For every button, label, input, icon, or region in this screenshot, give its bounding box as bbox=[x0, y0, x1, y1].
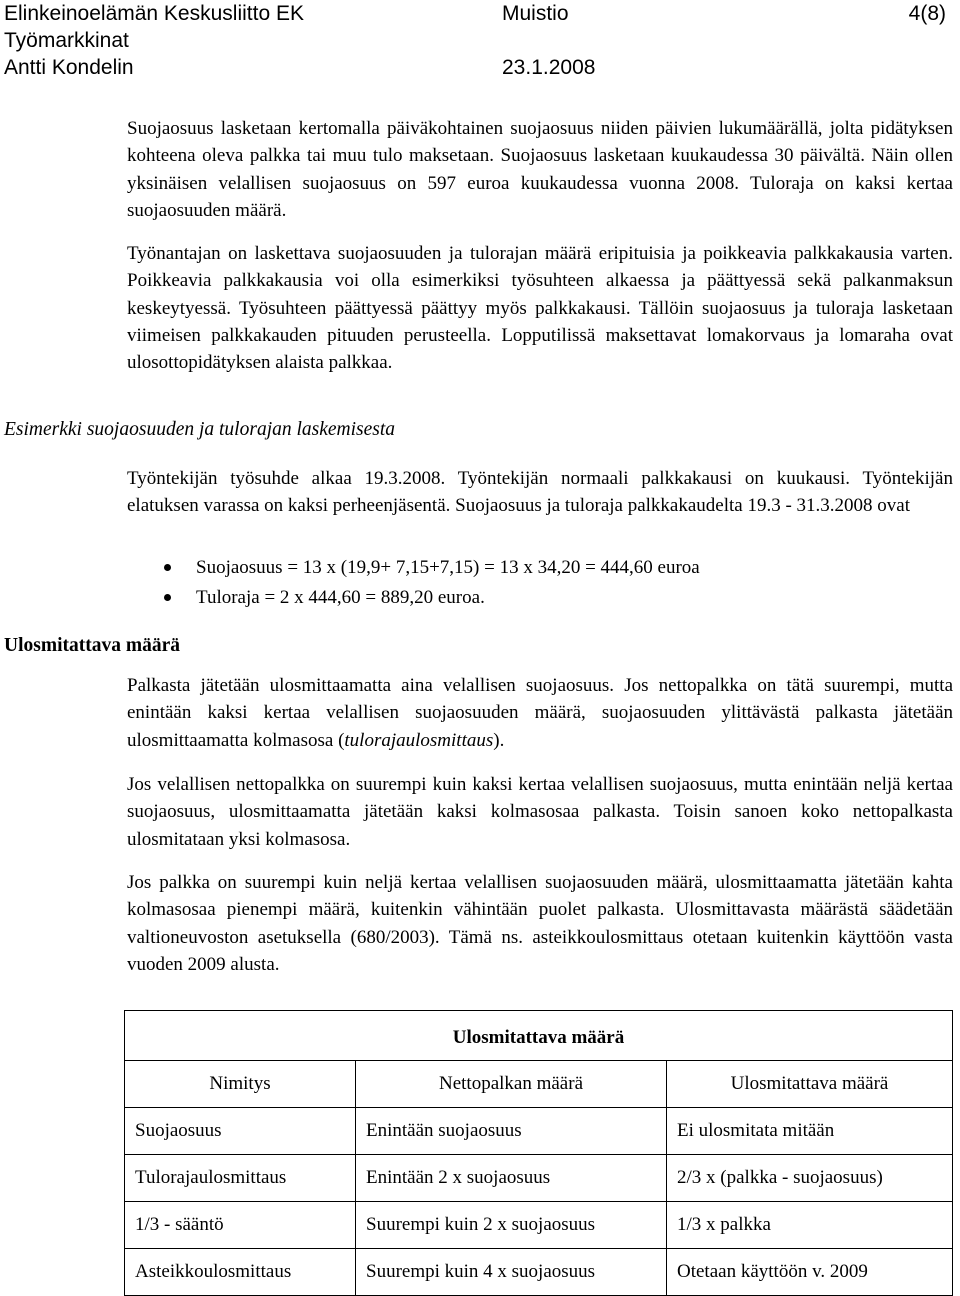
bullet-text: Suojaosuus = 13 x (19,9+ 7,15+7,15) = 13 x 34,20 = 444,60 euroa bbox=[196, 557, 700, 578]
document-header bbox=[4, 0, 954, 81]
table-cell: Enintään suojaosuus bbox=[356, 1108, 667, 1155]
document-date: 23.1.2008 bbox=[502, 56, 596, 79]
page-number: 4(8) bbox=[908, 2, 946, 25]
table-title: Ulosmitattava määrä bbox=[125, 1011, 953, 1061]
example-heading: Esimerkki suojaosuuden ja tulorajan laskemisesta bbox=[4, 419, 396, 440]
header-row-3 bbox=[4, 54, 954, 81]
emphasis-term: tulorajaulosmittaus bbox=[344, 729, 494, 751]
table-cell: Ei ulosmitata mitään bbox=[667, 1108, 953, 1155]
header-row-2 bbox=[4, 27, 954, 54]
author-name: Antti Kondelin bbox=[4, 56, 134, 79]
table-cell: 2/3 x (palkka - suojaosuus) bbox=[667, 1155, 953, 1202]
document-type: Muistio bbox=[502, 2, 569, 25]
table-cell: Suojaosuus bbox=[125, 1108, 356, 1155]
paragraph-text: Palkasta jätetään ulosmittaamatta aina velallisen suojaosuus. Jos nettopalkka on tätä suurempi, mutta enintään kaksi kertaa velallisen suojaosuuden määrä, suojaosuuden ylittävästä palkasta jätetään ulosmittaamatta kolmasosa ( bbox=[127, 675, 953, 751]
paragraph-kolmasosa: Jos velallisen nettopalkka on suurempi kuin kaksi kertaa velallisen suojaosuus, mutta enintään neljä kertaa suojaosuus, ulosmittaamatta jätetään kaksi kolmasosaa palkasta. Toisin sanoen koko nettopalkasta ulosmitataan yksi kolmasosa. bbox=[127, 774, 953, 850]
table-cell: Asteikkoulosmittaus bbox=[125, 1249, 356, 1296]
list-item bbox=[127, 583, 953, 613]
header-row-1 bbox=[4, 0, 954, 27]
table-cell: 1/3 - sääntö bbox=[125, 1202, 356, 1249]
table-row bbox=[125, 1202, 953, 1249]
table-header-row bbox=[125, 1061, 953, 1108]
paragraph-example: Työntekijän työsuhde alkaa 19.3.2008. Työntekijän normaali palkkakausi on kuukausi. Työntekijän elatuksen varassa on kaksi perheenjäsentä. Suojaosuus ja tuloraja palkkakaudelta 19.3 - 31.3.2008 ovat bbox=[127, 468, 953, 517]
organization-name: Elinkeinoelämän Keskusliitto EK bbox=[4, 2, 304, 25]
paragraph-asteikkoulosmittaus: Jos palkka on suurempi kuin neljä kertaa velallisen suojaosuuden määrä, ulosmittaamatta jätetään kahta kolmasosaa pienempi määrä, kuitenkin vähintään puolet palkasta. Ulosmittavasta määrästä säädetään valtioneuvoston asetuksella (680/2003). Tämä ns. asteikkoulosmittaus otetaan kuitenkin käyttöön vasta vuoden 2009 alusta. bbox=[127, 872, 953, 975]
table-row bbox=[125, 1249, 953, 1296]
department-name: Työmarkkinat bbox=[4, 29, 129, 52]
bullet-text: Tuloraja = 2 x 444,60 = 889,20 euroa. bbox=[196, 587, 485, 608]
paragraph-text-end: ). bbox=[493, 729, 505, 751]
paragraph-tulorajaulosmittaus bbox=[127, 672, 953, 754]
table-cell: Tulorajaulosmittaus bbox=[125, 1155, 356, 1202]
ulosmitattava-table bbox=[124, 1010, 953, 1296]
example-bullet-list bbox=[127, 553, 953, 613]
table-title-row bbox=[125, 1011, 953, 1061]
table-cell: Suurempi kuin 2 x suojaosuus bbox=[356, 1202, 667, 1249]
list-item bbox=[127, 553, 953, 583]
column-header-nettopalkka: Nettopalkan määrä bbox=[356, 1061, 667, 1108]
paragraph-palkkakaudet: Työnantajan on laskettava suojaosuuden ja tulorajan määrä eripituisia ja poikkeavia palkkakausia varten. Poikkeavia palkkakausia voi olla esimerkiksi työsuhteen alkaessa ja päättyessä sekä palkanmaksun keskeytyessä. Työsuhteen päättyessä päättyy myös palkkakausi. Tällöin suojaosuus ja tuloraja lasketaan viimeisen palkkakauden pituuden perusteella. Lopputilissä maksettavat lomakorvaus ja lomaraha ovat ulosottopidätyksen alaista palkkaa. bbox=[127, 243, 953, 374]
table-cell: Otetaan käyttöön v. 2009 bbox=[667, 1249, 953, 1296]
table-row bbox=[125, 1108, 953, 1155]
table-cell: 1/3 x palkka bbox=[667, 1202, 953, 1249]
column-header-nimitys: Nimitys bbox=[125, 1061, 356, 1108]
section-heading: Ulosmitattava määrä bbox=[4, 635, 181, 656]
column-header-ulosmitattava: Ulosmitattava määrä bbox=[667, 1061, 953, 1108]
table-cell: Suurempi kuin 4 x suojaosuus bbox=[356, 1249, 667, 1296]
bullet-icon bbox=[164, 594, 171, 601]
bullet-icon bbox=[164, 564, 171, 571]
paragraph-suojaosuus: Suojaosuus lasketaan kertomalla päiväkohtainen suojaosuus niiden päivien lukumäärällä, jolta pidätyksen kohteena oleva palkka tai muu tulo maksetaan. Suojaosuus lasketaan kuukaudessa 30 päivältä. Näin ollen yksinäisen velallisen suojaosuus on 597 euroa kuukaudessa vuonna 2008. Tuloraja on kaksi kertaa suojaosuuden määrä. bbox=[127, 118, 953, 221]
table-cell: Enintään 2 x suojaosuus bbox=[356, 1155, 667, 1202]
table-row bbox=[125, 1155, 953, 1202]
